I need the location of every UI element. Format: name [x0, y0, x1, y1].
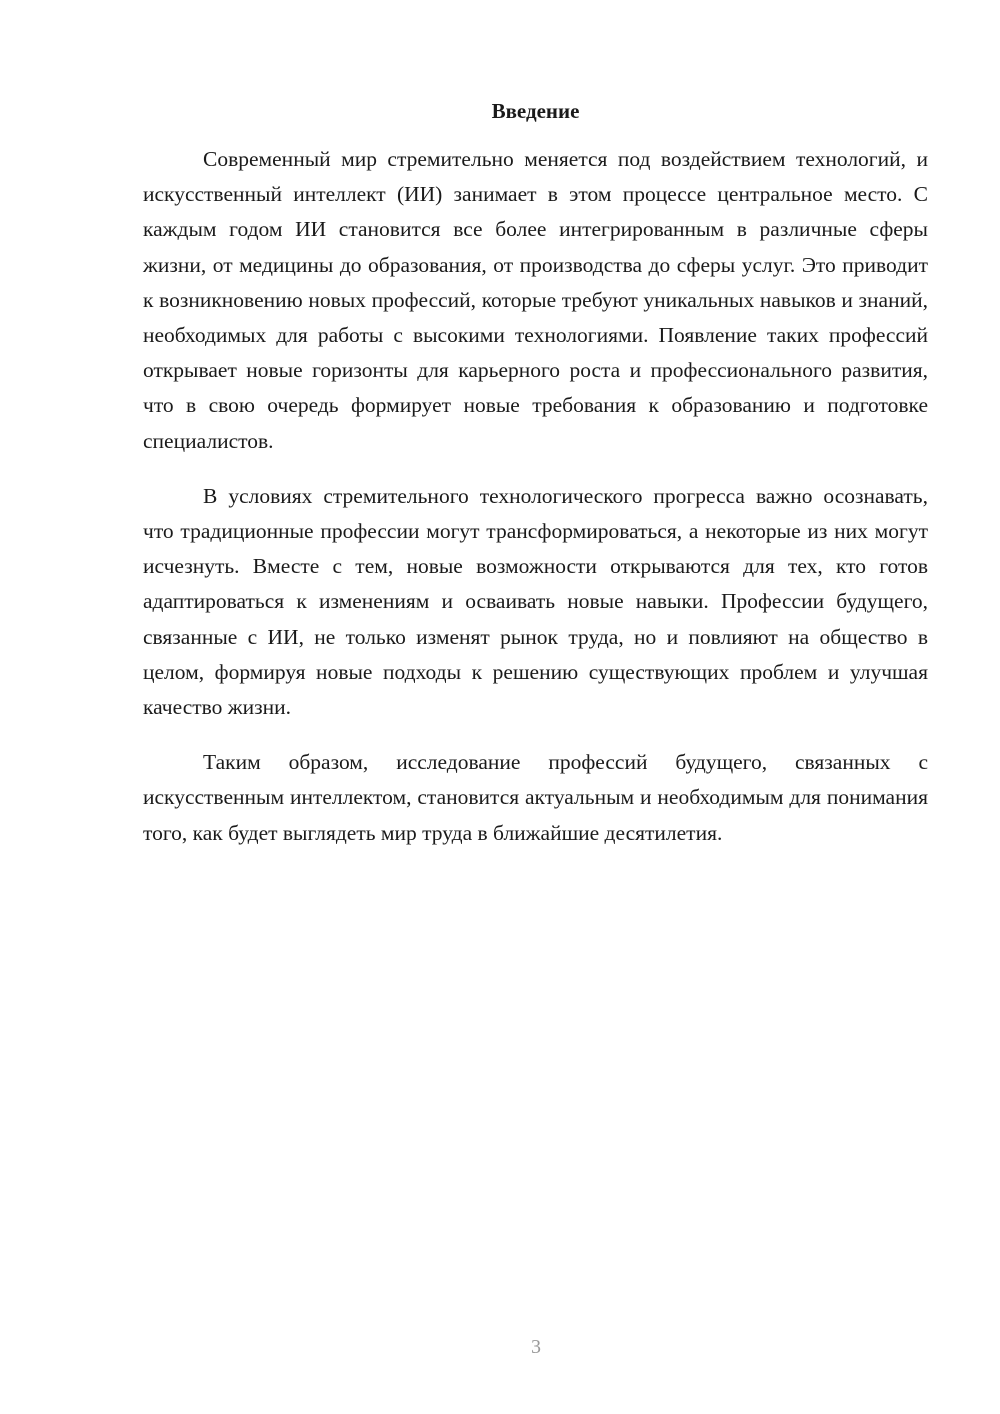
page-number: 3 — [531, 1336, 541, 1358]
paragraph-1: Современный мир стремительно меняется под воздействием технологий, и искусственный интеллект (ИИ) занимает в этом процессе центральное место. С каждым годом ИИ становится все более интегрированным в различные сферы жизни, от медицины до образования, от производства до сферы услуг. Это приводит к возникновению новых профессий, которые требуют уникальных навыков и знаний, необходимых для работы с высокими технологиями. Появление таких профессий открывает новые горизонты для карьерного роста и профессионального развития, что в свою очередь формирует новые требования к образованию и подготовке специалистов. — [143, 147, 928, 453]
paragraph-3: Таким образом, исследование профессий будущего, связанных с искусственным интеллектом, становится актуальным и необходимым для понимания того, как будет выглядеть мир труда в ближайшие десятилетия. — [143, 750, 928, 845]
page-heading: Введение — [491, 99, 580, 123]
body-text — [143, 142, 928, 871]
paragraph-2: В условиях стремительного технологического прогресса важно осознавать, что традиционные профессии могут трансформироваться, а некоторые из них могут исчезнуть. Вместе с тем, новые возможности открываются для тех, кто готов адаптироваться к изменениям и осваивать новые навыки. Профессии будущего, связанные с ИИ, не только изменят рынок труда, но и повлияют на общество в целом, формируя новые подходы к решению существующих проблем и улучшая качество жизни. — [143, 483, 928, 720]
